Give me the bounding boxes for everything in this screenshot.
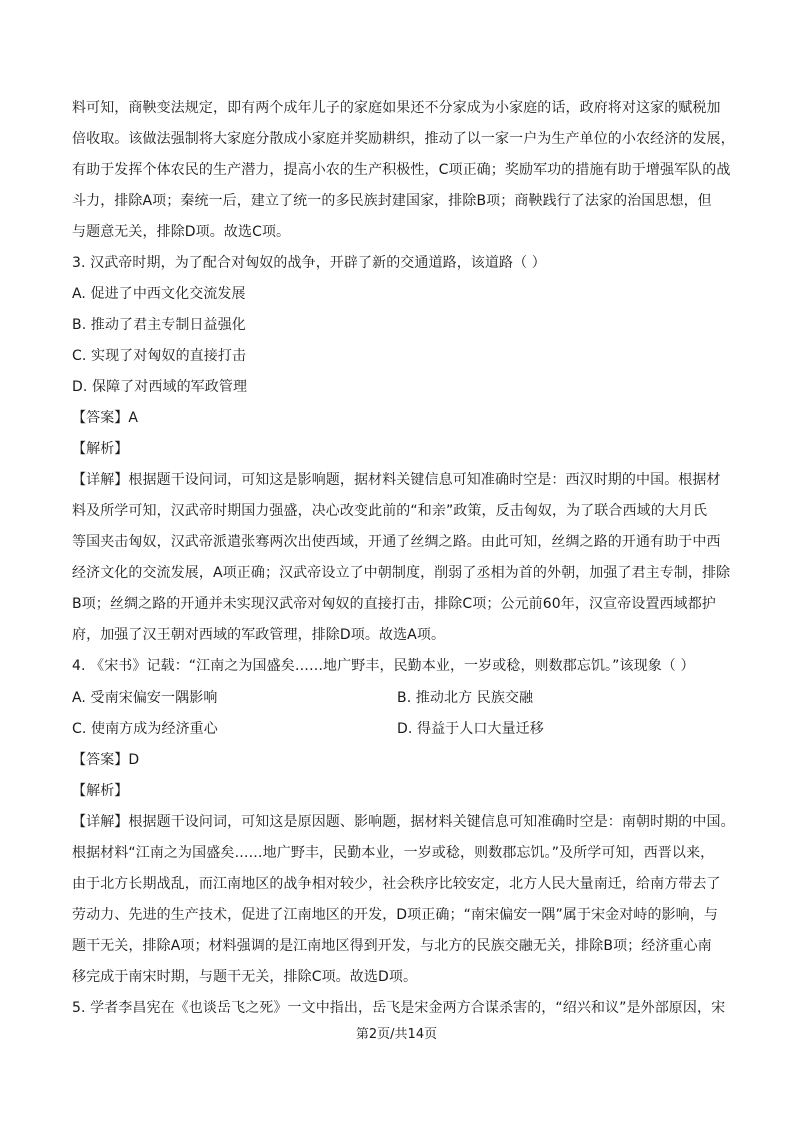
text-line: B项；丝绸之路的开通并未实现汉武帝对匈奴的直接打击，排除C项；公元前60年，汉宣帝设置西域都护 xyxy=(72,596,716,612)
option-a: A. 促进了中西文化交流发展 xyxy=(72,286,246,302)
answer-label: 【答案】A xyxy=(72,410,139,426)
option-c: C. 使南方成为经济重心 xyxy=(72,721,218,737)
text-line: 倍收取。该做法强制将大家庭分散成小家庭并奖励耕织，推动了以一家一户为生产单位的小农经济的发展， xyxy=(72,131,735,147)
option-d: D. 保障了对西域的军政管理 xyxy=(72,379,248,395)
text-line: 与题意无关，排除D项。故选C项。 xyxy=(72,224,291,240)
text-line: 根据材料“江南之为国盛矣……地广野丰，民勤本业，一岁或稔，则数郡忘饥。”及所学可知，西晋以来， xyxy=(72,845,715,861)
analysis-label: 【解析】 xyxy=(72,783,129,799)
question-4-stem: 4. 《宋书》记载：“江南之为国盛矣……地广野丰，民勤本业，一岁或稔，则数郡忘饥。”该现象（ ） xyxy=(72,658,695,674)
text-line: 斗力，排除A项；秦统一后，建立了统一的多民族封建国家，排除B项；商鞅践行了法家的治国思想，但 xyxy=(72,193,712,209)
text-line: 由于北方长期战乱，而江南地区的战争相对较少，社会秩序比较安定，北方人民大量南迁，给南方带去了 xyxy=(72,876,721,892)
text-line: 题干无关，排除A项；材料强调的是江南地区得到开发，与北方的民族交融无关，排除B项；经济重心南 xyxy=(72,938,712,954)
text-line: 移完成于南宋时期，与题干无关，排除C项。故选D项。 xyxy=(72,969,418,985)
answer-label: 【答案】D xyxy=(72,752,140,768)
text-line: 等国夹击匈奴，汉武帝派遣张骞两次出使西域，开通了丝绸之路。由此可知，丝绸之路的开通有助于中西 xyxy=(72,534,721,550)
option-a: A. 受南宋偏安一隅影响 xyxy=(72,690,218,706)
option-d: D. 得益于人口大量迁移 xyxy=(397,721,544,737)
text-line: 有助于发挥个体农民的生产潜力，提高小农的生产积极性，C项正确；奖励军功的措施有助于增强军队的战 xyxy=(72,162,731,178)
text-line: 料可知，商鞅变法规定，即有两个成年儿子的家庭如果还不分家成为小家庭的话，政府将对这家的赋税加 xyxy=(72,100,721,116)
text-line: 【详解】根据题干设问词，可知这是影响题，据材料关键信息可知准确时空是：西汉时期的中国。根据材 xyxy=(72,472,721,488)
text-line: 劳动力、先进的生产技术，促进了江南地区的开发，D项正确；“南宋偏安一隅”属于宋金对峙的影响，与 xyxy=(72,907,718,923)
analysis-label: 【解析】 xyxy=(72,441,129,457)
text-line: 经济文化的交流发展，A项正确；汉武帝设立了中朝制度，削弱了丞相为首的外朝，加强了君主专制，排除 xyxy=(72,565,731,581)
text-line: 【详解】根据题干设问词，可知这是原因题、影响题，据材料关键信息可知准确时空是：南朝时期的中国。 xyxy=(72,814,735,830)
text-line: 府，加强了汉王朝对西域的军政管理，排除D项。故选A项。 xyxy=(72,627,446,643)
option-c: C. 实现了对匈奴的直接打击 xyxy=(72,348,247,364)
text-line: 料及所学可知，汉武帝时期国力强盛，决心改变此前的“和亲”政策，反击匈奴，为了联合西域的大月氏 xyxy=(72,503,708,519)
option-b: B. 推动北方 民族交融 xyxy=(397,690,534,706)
question-3-stem: 3. 汉武帝时期，为了配合对匈奴的战争，开辟了新的交通道路，该道路（ ） xyxy=(72,255,546,271)
option-b: B. 推动了君主专制日益强化 xyxy=(72,317,246,333)
question-5-stem: 5. 学者李昌宪在《也谈岳飞之死》一文中指出，岳飞是宋金两方合谋杀害的，“绍兴和议”是外部原因，宋 xyxy=(72,1000,726,1016)
page-number: 第2页/共14页 xyxy=(355,1027,438,1042)
